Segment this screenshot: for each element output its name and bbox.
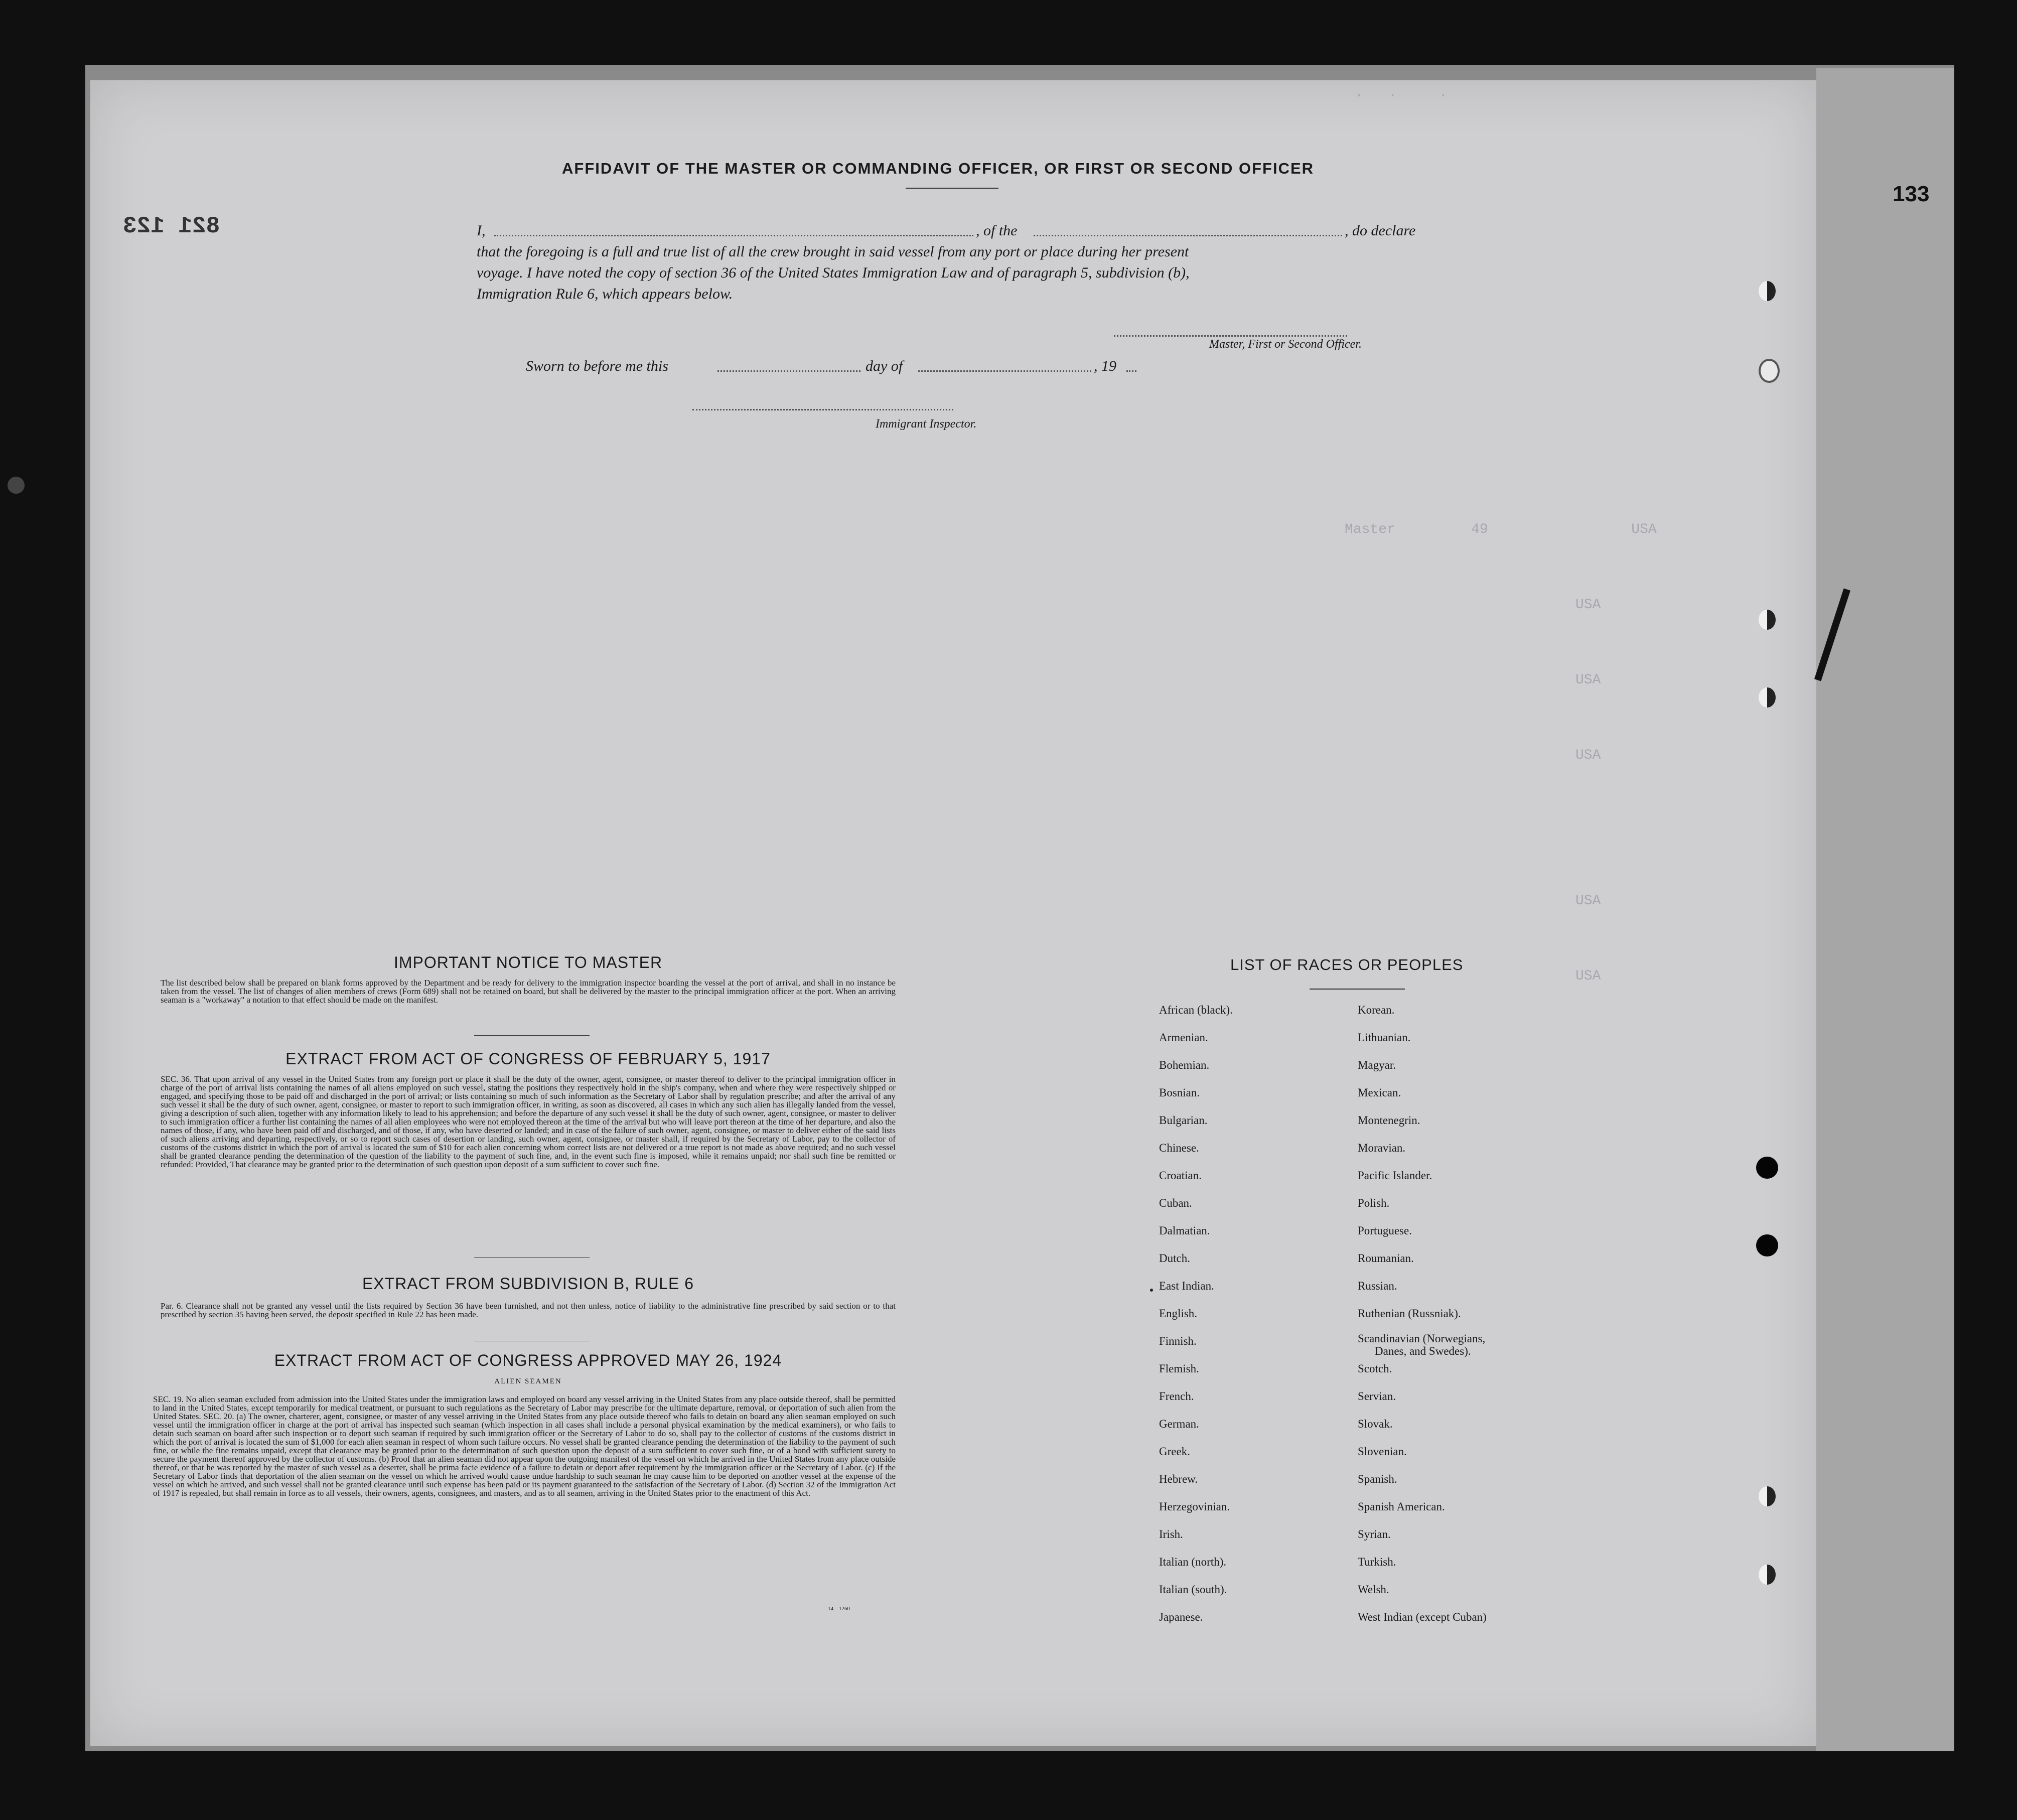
extract-1924-body: SEC. 19. No alien seaman excluded from admission into the United States under the immigration laws and employed on board any vessel arriving in the United States from any place outside thereof, shall be permitted to land in the United States, except temporarily for medical treatment, or pursuant to such regulations as the Secretary of Labor may prescribe for the ultimate departure, removal, or deportation of such alien from the United States. SEC. 20. (a) The owner, charterer, agent, consignee, or master of any vessel arriving in the United States from any place outside thereof who fails to detain on board any alien seaman employed on such vessel until the immigration officer in charge at the port of arrival has inspected such seaman (which inspection in all cases shall include a personal physical examination by the medical examiners), or who fails to detain such seaman on board after such inspection or to deport such seaman if required by such immigration officer or the Secretary of Labor to do so, shall pay to the collector of customs of the customs district in which the port of arrival is located the sum of $1,000 for each alien seaman in respect of whom such failure occurs. No vessel shall be granted clearance pending the determination of the liability to the payment of such fine, or while the fine remains unpaid, except that clearance may be granted prior to the determination of such question upon the deposit of a sum sufficient to cover such fine, or of a bond with sufficient surety to secure the payment thereof approved by the collector of customs. (b) Proof that an alien seaman did not appear upon the outgoing manifest of the vessel on which he arrived in the United States from any place outside thereof, or that he was reported by the master of such vessel as a deserter, shall be prima facie evidence of a failure to detain or deport after requirement by the immigration officer or the Secretary of Labor. (c) If the Secretary of Labor finds that deportation of the alien seaman on the vessel on which he arrived would cause undue hardship to such seaman he may cause him to be deported on another vessel at the expense of the vessel on which he arrived, and such vessel shall not be granted clearance until such expense has been paid or its payment guaranteed to the satisfaction of the Secretary of Labor. (d) Section 32 of the Immigration Act of 1917 is repealed, but shall remain in force as to all vessels, their owners, agents, consignees, and masters, and as to all seamen, arriving in the United States prior to the enactment of this Act. [153,1394,896,1498]
inspector-label: Immigrant Inspector. [876,417,977,431]
extract-1924-title: EXTRACT FROM ACT OF CONGRESS APPROVED MAY 26, 1924 [274,1351,782,1369]
race-item: Syrian. [1358,1528,1391,1541]
punch-hole [1756,1157,1778,1179]
race-item: Japanese. [1159,1611,1203,1623]
race-item: Dutch. [1159,1252,1190,1265]
notice-title: IMPORTANT NOTICE TO MASTER [393,953,663,971]
race-item: Slovenian. [1358,1445,1407,1458]
sworn-text-3: , 19 [1094,358,1116,374]
race-item: Spanish. [1358,1473,1397,1485]
race-item: Italian (south). [1159,1583,1227,1596]
race-item: Slovak. [1358,1418,1393,1430]
document-page: . . . Master 49 USA USA USA USA USA USA [90,80,1816,1746]
race-item: Cuban. [1159,1197,1192,1209]
punch-hole [1759,359,1780,383]
race-item: Scotch. [1358,1362,1392,1375]
races-rule [1310,989,1405,990]
race-item: Greek. [1159,1445,1190,1458]
binding-strip [1816,68,1954,1751]
affidavit-declare: , do declare [1345,222,1416,239]
punch-hole [1759,281,1776,301]
race-item: Welsh. [1358,1583,1389,1596]
stamp-number: 821 123 [123,213,220,239]
race-item: Irish. [1159,1528,1183,1541]
race-item: Roumanian. [1358,1252,1414,1265]
extract-rule6-body: Par. 6. Clearance shall not be granted any vessel until the lists required by Section 36 have been furnished, and not then unless, notice of liability to the administrative fine prescribed by said section or to that prescribed by section 35 having been served, the deposit specified in Rule 22 has been made. [161,1301,896,1319]
notice-body: The list described below shall be prepared on blank forms approved by the Department and be ready for delivery to the immigration inspector boarding the vessel at the port of arrival, and shall in no instance be taken from the vessel. The list of changes of alien members of crews (Form 689) shall not be retained on board, but shall be delivered by the master to the principal immigration officer at the port. When an arriving seaman is a "workaway" a notation to that effect should be made on the manifest. [161,978,896,1005]
inspector-signature-blank[interactable] [692,409,953,410]
punch-hole [1759,610,1776,630]
race-item: Flemish. [1159,1362,1199,1375]
race-item: Bosnian. [1159,1086,1200,1099]
race-item: East Indian. [1159,1280,1214,1292]
race-item: Polish. [1358,1197,1390,1209]
sworn-year-blank[interactable] [1126,370,1136,372]
race-item: Spanish American. [1358,1500,1445,1513]
affidavit-line-3: voyage. I have noted the copy of section 36 of the United States Immigration Law and of paragraph 5, subdivision (b), [477,264,1190,281]
affidavit-line-2: that the foregoing is a full and true list of all the crew brought in said vessel from any port or place during her present [477,243,1189,260]
race-item: Hebrew. [1159,1473,1198,1485]
vessel-name-blank[interactable] [1034,235,1342,236]
form-number: 14—1260 [828,1606,850,1612]
race-item: German. [1159,1418,1199,1430]
race-item: African (black). [1159,1004,1233,1016]
sworn-text-1: Sworn to before me this [526,358,668,374]
race-item: Turkish. [1358,1556,1396,1568]
race-item: Mexican. [1358,1086,1401,1099]
race-item: Dalmatian. [1159,1224,1210,1237]
race-item: Russian. [1358,1280,1397,1292]
affidavit-of-the: , of the [976,222,1018,239]
race-item: Moravian. [1358,1142,1406,1154]
extract-rule6-title: EXTRACT FROM SUBDIVISION B, RULE 6 [362,1275,694,1293]
punch-hole [1759,1565,1776,1585]
race-item: Bulgarian. [1159,1114,1208,1127]
race-item: Ruthenian (Russniak). [1358,1307,1461,1320]
race-item: Chinese. [1159,1142,1199,1154]
race-item-continued: Danes, and Swedes). [1375,1345,1471,1357]
race-item: Pacific Islander. [1358,1169,1432,1182]
race-item: Servian. [1358,1390,1396,1403]
race-item: Herzegovinian. [1159,1500,1230,1513]
scan-mark [8,477,25,494]
race-item: Bohemian. [1159,1059,1210,1071]
race-item: Italian (north). [1159,1556,1227,1568]
section-rule [474,1035,590,1036]
affidavit-i: I, [477,222,486,239]
master-signature-blank[interactable] [1114,335,1347,337]
sworn-day-blank[interactable] [717,370,860,372]
race-item: Magyar. [1358,1059,1396,1071]
race-item: Scandinavian (Norwegians, [1358,1332,1486,1345]
race-item: French. [1159,1390,1194,1403]
punch-hole [1759,687,1776,708]
extract-1917-body: SEC. 36. That upon arrival of any vessel in the United States from any foreign port or place it shall be the duty of the owner, agent, consignee, or master thereof to deliver to the principal immigration officer in charge of the port of arrival lists containing the names of all aliens employed on such vessel, stating the positions they respectively hold in the ship's company, when and where they were respectively shipped or engaged, and specifying those to be paid off and discharged in the port of arrival; or lists containing so much of such information as the Secretary of Labor shall by regulation prescribe; and after the arrival of any such vessel it shall be the duty of such owner, agent, consignee, or master to report to such immigration officer, in writing, as soon as discovered, all cases in which any such alien has illegally landed from the vessel, giving a description of such alien, together with any information likely to lead to his apprehension; and before the departure of any such vessel it shall be the duty of such owner, agent, consignee, or master to deliver to such immigration officer a further list containing the names of all alien employees who were not employed thereon at the time of the arrival but who will leave port thereon at the time of her departure, and also the names of those, if any, who have been paid off and discharged, and of those, if any, who have deserted or landed; and in case of the failure of such owner, agent, consignee, or master to deliver either of the said lists of such aliens arriving and departing, respectively, or so to report such cases of desertion or landing, such owner, agent, consignee, or master shall, if required by the Secretary of Labor, pay to the collector of customs of the customs district in which the port of arrival is located the sum of $10 for each alien concerning whom correct lists are not delivered or a true report is not made as above required; and no such vessel shall be granted clearance pending the determination of the question of the liability to the payment of such fine, and, in the event such fine is imposed, while it remains unpaid; nor shall such fine be remitted or refunded: Provided, That clearance may be granted prior to the determination of such question upon deposit of a sum sufficient to cover such fine. [161,1074,896,1169]
extract-1917-title: EXTRACT FROM ACT OF CONGRESS OF FEBRUARY 5, 1917 [285,1050,771,1068]
race-item: Armenian. [1159,1031,1208,1044]
officer-name-blank[interactable] [494,235,973,236]
title-rule [906,188,998,189]
race-item: Montenegrin. [1358,1114,1420,1127]
race-item: Korean. [1358,1004,1395,1016]
races-title: LIST OF RACES OR PEOPLES [1230,956,1464,973]
sworn-month-blank[interactable] [918,370,1091,372]
race-item: Finnish. [1159,1335,1197,1347]
affidavit-title: AFFIDAVIT OF THE MASTER OR COMMANDING OFFICER, OR FIRST OR SECOND OFFICER [562,160,1315,177]
race-item: Croatian. [1159,1169,1202,1182]
page-number: 133 [1893,182,1930,206]
sworn-text-2: day of [866,358,903,374]
punch-hole [1759,1486,1776,1506]
extract-1924-subtitle: ALIEN SEAMEN [494,1377,562,1385]
race-item: West Indian (except Cuban) [1358,1611,1487,1623]
punch-hole [1756,1234,1778,1256]
pencil-tick [1150,1289,1153,1292]
affidavit-line-4: Immigration Rule 6, which appears below. [477,286,733,302]
race-item: Lithuanian. [1358,1031,1411,1044]
race-item: English. [1159,1307,1198,1320]
master-signature-label: Master, First or Second Officer. [1209,338,1362,351]
race-item: Portuguese. [1358,1224,1412,1237]
